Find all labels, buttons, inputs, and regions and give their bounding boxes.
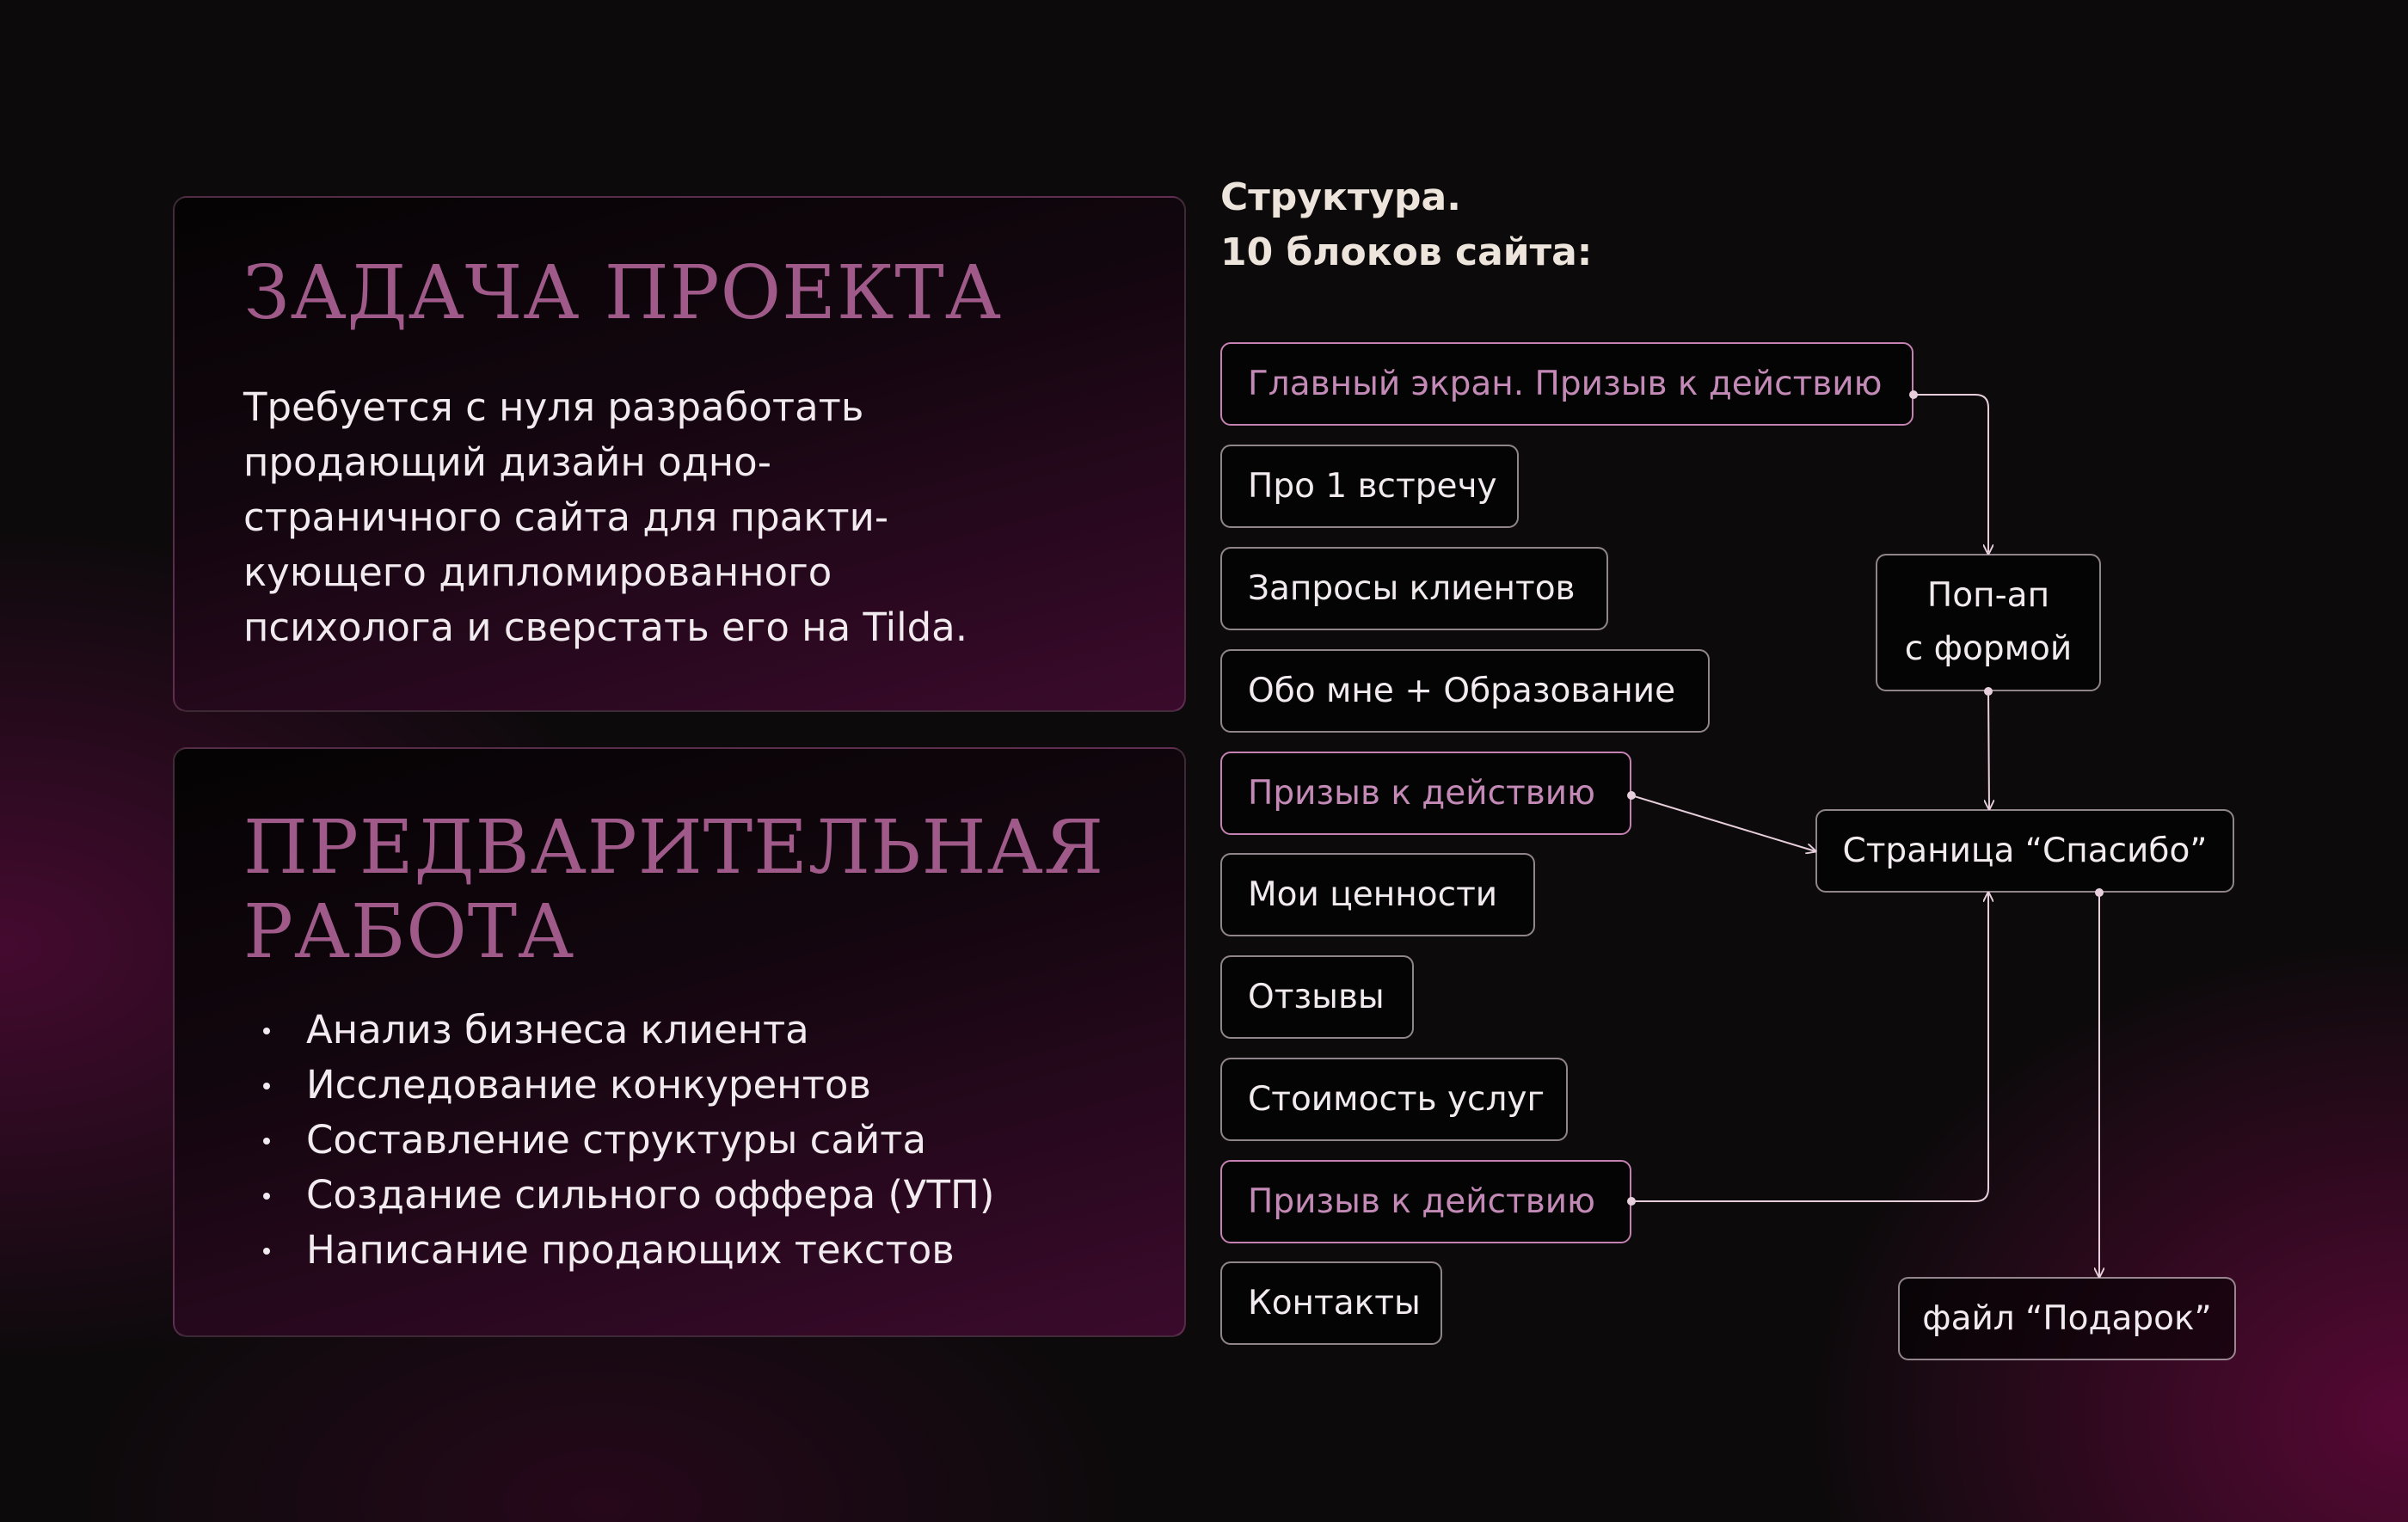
connector-cta1-to-thanks xyxy=(1631,795,1815,851)
thanks-page-node: Страница “Спасибо” xyxy=(1815,809,2234,893)
connector-main-to-popup xyxy=(1914,395,1988,554)
popup-line1: Поп-ап xyxy=(1926,576,2050,615)
block-call-to-action-2: Призыв к действию xyxy=(1220,1160,1631,1243)
block-call-to-action-1: Призыв к действию xyxy=(1220,752,1631,835)
list-item-text: Создание сильного оффера (УТП) xyxy=(306,1172,995,1218)
list-item-text: Составление структуры сайта xyxy=(306,1117,927,1163)
structure-heading-line1: Структура. xyxy=(1220,175,1461,219)
popup-form-node xyxy=(1876,554,2101,691)
bullet-dot xyxy=(263,1028,270,1034)
block-client-requests: Запросы клиентов xyxy=(1220,547,1608,630)
list-item-text: Написание продающих текстов xyxy=(306,1227,955,1273)
list-item-text: Исследование конкурентов xyxy=(306,1062,871,1108)
popup-line2: с формой xyxy=(1904,629,2073,668)
block-first-meeting: Про 1 встречу xyxy=(1220,445,1519,528)
block-reviews: Отзывы xyxy=(1220,955,1414,1039)
project-task-card xyxy=(173,196,1186,712)
connector-popup-to-thanks xyxy=(1988,691,1989,809)
block-pricing: Стоимость услуг xyxy=(1220,1058,1568,1141)
project-task-text: Требуется с нуля разработать продающий дизайн одно- страничного сайта для практи- кующего дипломированного психолога и сверстать его на Tilda. xyxy=(243,384,968,650)
preliminary-work-card xyxy=(173,747,1186,1337)
block-values: Мои ценности xyxy=(1220,853,1535,936)
bullet-dot xyxy=(263,1248,270,1255)
list-item-text: Анализ бизнеса клиента xyxy=(306,1007,809,1053)
list-item xyxy=(263,1168,994,1223)
preliminary-work-title: ПРЕДВАРИТЕЛЬНАЯ РАБОТА xyxy=(243,805,1105,975)
project-task-title: ЗАДАЧА ПРОЕКТА xyxy=(243,250,1002,336)
block-about-education: Обо мне + Образование xyxy=(1220,649,1710,733)
list-item xyxy=(263,1058,994,1113)
gift-file-node: файл “Подарок” xyxy=(1898,1277,2236,1360)
bullet-dot xyxy=(263,1138,270,1145)
list-item xyxy=(263,1223,994,1278)
block-contacts: Контакты xyxy=(1220,1261,1442,1345)
list-item xyxy=(263,1113,994,1168)
list-item xyxy=(263,1003,994,1058)
connector-cta2-to-thanks xyxy=(1631,893,1988,1201)
bullet-dot xyxy=(263,1193,270,1200)
block-main-screen: Главный экран. Призыв к действию xyxy=(1220,342,1914,426)
structure-heading xyxy=(1220,170,1592,280)
bullet-dot xyxy=(263,1083,270,1089)
structure-heading-line2: 10 блоков сайта: xyxy=(1220,230,1593,274)
preliminary-work-list xyxy=(263,1003,994,1278)
